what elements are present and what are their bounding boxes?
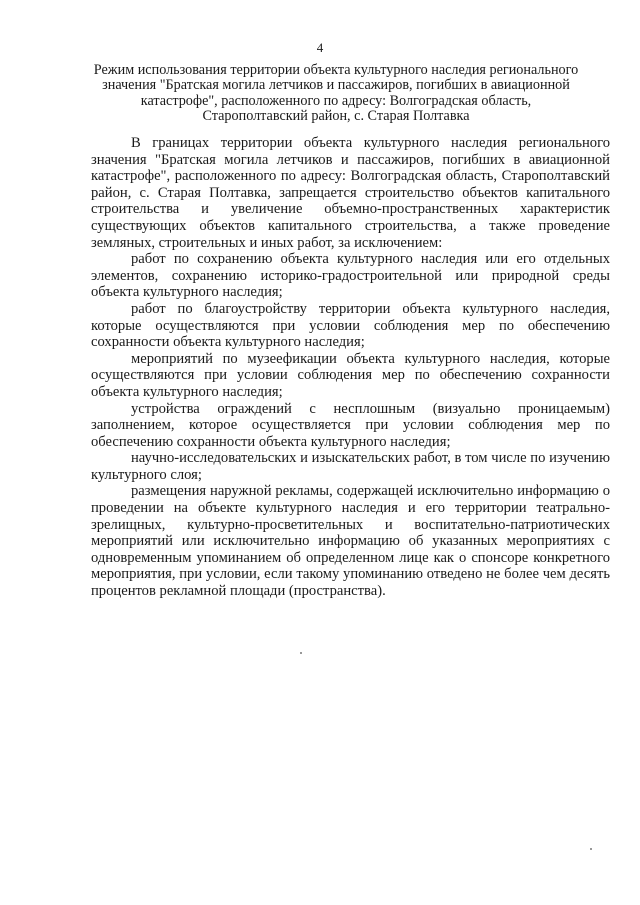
exception-item: устройства ограждений с несплошным (визуально проницаемым) заполнением, которое осуществляется при условии соблюдения мер по обеспечению сохранности объекта культурного наследия; xyxy=(91,400,610,450)
scan-speck xyxy=(590,848,592,850)
intro-paragraph: В границах территории объекта культурного наследия регионального значения "Братская могила летчиков и пассажиров, погибших в авиационной катастрофе", расположенного по адресу: Волгоградская область, Старополтавский район, с. Старая Полтавка, запрещается строительство объектов капитального строительства и увеличение объемно-пространственных характеристик существующих объектов капитального строительства, а также проведение земляных, строительных и иных работ, за исключением: xyxy=(91,135,610,251)
title-line: Старополтавский район, с. Старая Полтавка xyxy=(202,108,470,125)
scan-speck xyxy=(300,652,302,654)
exception-item: размещения наружной рекламы, содержащей исключительно информацию о проведении на объекте культурного наследия и его территории театрально-зрелищных, культурно-просветительных и воспитательно-патриотических мероприятий или исключительно информацию об указанных мероприятиях с одновременным упоминанием об определенном лице как о спонсоре конкретного мероприятия, при условии, если такому упоминанию отведено не более чем десять процентов рекламной площади (пространства). xyxy=(91,483,610,600)
document-title xyxy=(86,63,586,125)
exception-item: научно-исследовательских и изыскательских работ, в том числе по изучению культурного слоя; xyxy=(91,450,610,483)
document-body xyxy=(91,135,610,600)
title-line: Режим использования территории объекта культурного наследия регионального xyxy=(93,62,579,78)
exception-item: работ по сохранению объекта культурного наследия или его отдельных элементов, сохранению историко-градостроительной или природной среды объекта культурного наследия; xyxy=(91,251,610,301)
title-line: катастрофе", расположенного по адресу: Волгоградская область, xyxy=(140,92,532,109)
title-line: значения "Братская могила летчиков и пассажиров, погибших в авиационной xyxy=(102,77,570,94)
exception-item: мероприятий по музеефикации объекта культурного наследия, которые осуществляются при условии соблюдения мер по обеспечению сохранности объекта культурного наследия; xyxy=(91,350,610,400)
exception-item: работ по благоустройству территории объекта культурного наследия, которые осуществляются при условии соблюдения мер по обеспечению сохранности объекта культурного наследия; xyxy=(91,300,610,351)
page-number: 4 xyxy=(316,40,324,55)
